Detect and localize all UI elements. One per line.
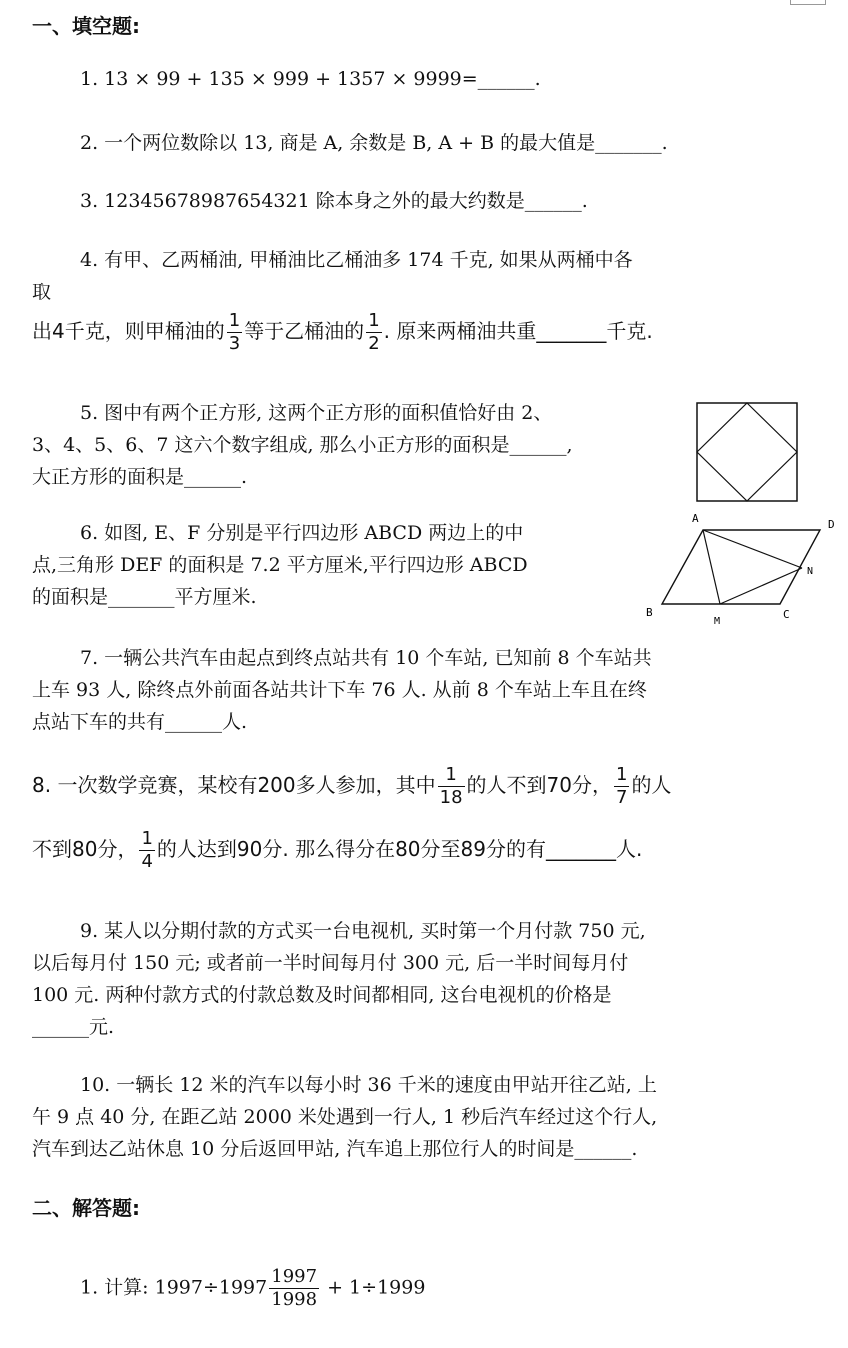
q8-text-a: 8. 一次数学竞赛，某校有200多人参加，其中 [32, 773, 436, 797]
q8-text-e: 的人达到90分. 那么得分在80分至89分的有_______人. [156, 837, 643, 861]
label-d: D [828, 518, 835, 531]
label-m: M [714, 616, 721, 627]
q4-text-c: . 原来两桶油共重_______千克. [383, 319, 653, 343]
question-7-line1: 7. 一辆公共汽车由起点到终点站共有 10 个车站, 已知前 8 个车站共 [80, 647, 652, 669]
question-5-line1: 5. 图中有两个正方形, 这两个正方形的面积值恰好由 2、 [80, 402, 553, 424]
question-7-line2: 上车 93 人, 除终点外前面各站共计下车 76 人. 从前 8 个车站上车且在终 [32, 679, 647, 701]
question-6-line1: 6. 如图, E、F 分别是平行四边形 ABCD 两边上的中 [80, 522, 524, 544]
fraction-one-eighteenth: $\frac{1}{18}$ [439, 764, 463, 808]
solve-question-1 [80, 1268, 425, 1309]
q8-text-b: 的人不到70分， [466, 773, 612, 797]
question-6-line3: 的面积是_______平方厘米. [32, 586, 257, 608]
question-4-line3 [32, 312, 653, 353]
question-10-line3: 汽车到达乙站休息 10 分后返回甲站, 汽车追上那位行人的时间是______. [32, 1138, 638, 1160]
question-8-line2 [32, 830, 642, 871]
label-b: B [646, 606, 653, 619]
label-a: A [692, 512, 699, 525]
s1-text-a: 1. 计算: 1997÷1997 [80, 1276, 268, 1299]
fraction-one-half: $\frac{1}{2}$ [368, 310, 380, 354]
fraction-one-seventh: $\frac{1}{7}$ [615, 764, 628, 808]
question-10-line1: 10. 一辆长 12 米的汽车以每小时 36 千米的速度由甲站开往乙站, 上 [80, 1074, 657, 1096]
q4-text-b: 等于乙桶油的 [244, 319, 365, 343]
q4-text-a: 出4千克，则甲桶油的 [32, 319, 225, 343]
q8-text-c: 的人 [631, 773, 672, 797]
section-title-fill: 一、填空题: [32, 14, 140, 38]
section-title-solve: 二、解答题: [32, 1196, 140, 1220]
question-4-line2: 取 [32, 281, 52, 303]
question-4-line1: 4. 有甲、乙两桶油, 甲桶油比乙桶油多 174 千克, 如果从两桶中各 [80, 249, 633, 271]
question-5-line3: 大正方形的面积是______. [32, 466, 248, 488]
label-c: C [783, 608, 790, 621]
question-2: 2. 一个两位数除以 13, 商是 A, 余数是 B, A + B 的最大值是_______. [80, 132, 668, 154]
question-7-line3: 点站下车的共有______人. [32, 711, 248, 733]
parallelogram-figure [640, 508, 845, 628]
question-9-line4: ______元. [32, 1016, 115, 1038]
fraction-one-third: $\frac{1}{3}$ [228, 310, 241, 354]
fraction-1997-over-1998: $\frac{1997}{1998}$ [271, 1266, 318, 1310]
squares-figure [692, 398, 802, 506]
question-9-line1: 9. 某人以分期付款的方式买一台电视机, 买时第一个月付款 750 元, [80, 920, 646, 942]
question-9-line3: 100 元. 两种付款方式的付款总数及时间都相同, 这台电视机的价格是 [32, 984, 612, 1006]
question-8-line1 [32, 766, 671, 807]
s1-text-b: + 1÷1999 [321, 1276, 426, 1299]
label-n: N [807, 566, 814, 577]
question-9-line2: 以后每月付 150 元; 或者前一半时间每月付 300 元, 后一半时间每月付 [32, 952, 629, 974]
question-3: 3. 12345678987654321 除本身之外的最大约数是______. [80, 190, 588, 212]
q8-text-d: 不到80分， [32, 837, 138, 861]
question-10-line2: 午 9 点 40 分, 在距乙站 2000 米处遇到一行人, 1 秒后汽车经过这个行人, [32, 1106, 658, 1128]
fraction-one-quarter: $\frac{1}{4}$ [141, 828, 153, 872]
page-corner-mark [790, 0, 826, 5]
question-1: 1. 13 × 99 + 135 × 999 + 1357 × 9999=______. [80, 68, 541, 90]
question-5-line2: 3、4、5、6、7 这六个数字组成, 那么小正方形的面积是______, [32, 434, 573, 456]
question-6-line2: 点,三角形 DEF 的面积是 7.2 平方厘米,平行四边形 ABCD [32, 554, 528, 576]
